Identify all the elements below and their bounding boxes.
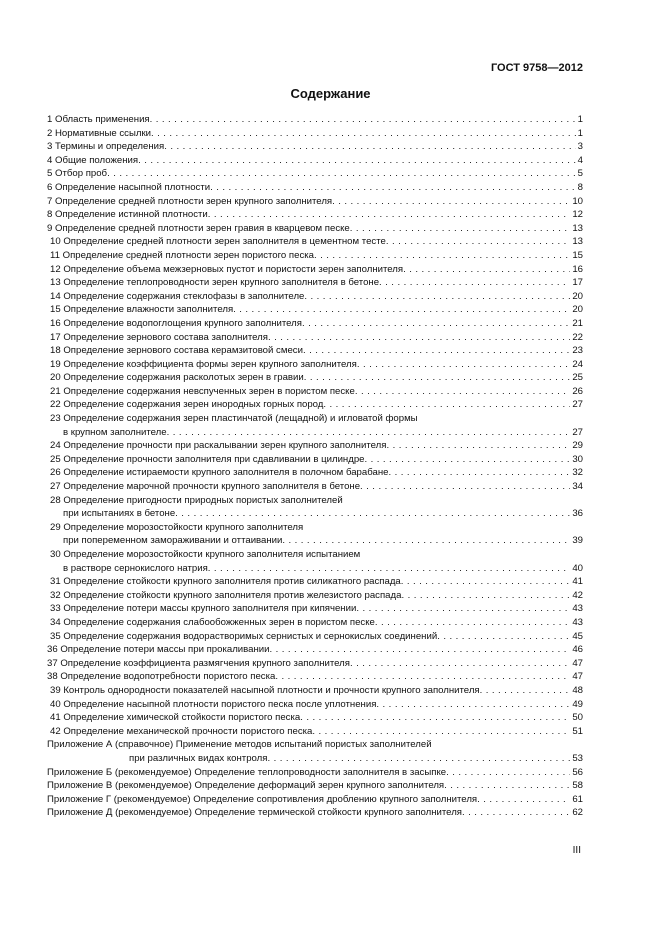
toc-entry-title: 18 Определение зернового состава керамзитовой смеси: [50, 345, 303, 357]
toc-entry: [47, 181, 583, 195]
toc-entry-page: 29: [572, 440, 583, 452]
toc-entry-title: 2 Нормативные ссылки: [47, 127, 152, 139]
toc-entry-title: 26 Определение истираемости крупного заполнителя в полочном барабане: [50, 467, 389, 479]
toc-entry-title: Приложение В (рекомендуемое) Определение деформаций зерен крупного заполнителя: [47, 780, 445, 792]
toc-leader-dots: [270, 643, 571, 657]
toc-entry: [47, 806, 583, 820]
toc-entry-title: 19 Определение коэффициента формы зерен крупного заполнителя: [50, 358, 357, 370]
toc-entry-title: Приложение Д (рекомендуемое) Определение термической стойкости крупного заполнителя: [47, 807, 462, 819]
toc-entry: [47, 331, 583, 345]
toc-leader-dots: [210, 181, 576, 195]
toc-leader-dots: [302, 317, 570, 331]
toc-leader-dots: [208, 562, 571, 576]
toc-entry-page: 8: [577, 181, 583, 193]
toc-entry: [47, 303, 583, 317]
toc-entry-title: 36 Определение потери массы при прокаливании: [47, 644, 270, 656]
toc-leader-dots: [401, 589, 570, 603]
toc-leader-dots: [477, 793, 570, 807]
toc-entry-page: 36: [572, 508, 583, 520]
toc-entry-page: 46: [572, 644, 583, 656]
toc-leader-dots: [386, 235, 571, 249]
toc-entry-title: Приложение Б (рекомендуемое) Определение теплопроводности заполнителя в засыпке: [47, 766, 447, 778]
toc-entry: [47, 589, 583, 603]
toc-entry-page: 22: [572, 331, 583, 343]
toc-leader-dots: [275, 670, 570, 684]
toc-entry-title: 34 Определение содержания слабообожженных зерен в пористом песке: [50, 616, 375, 628]
toc-entry-page: 13: [572, 222, 583, 234]
toc-entry-page: 12: [572, 209, 583, 221]
toc-entry-page: 32: [572, 467, 583, 479]
toc-entry-title: 39 Контроль однородности показателей насыпной плотности и прочности крупного заполнителя: [50, 684, 480, 696]
toc-leader-dots: [401, 575, 571, 589]
toc-entry: [47, 698, 583, 712]
toc-entry-title: 32 Определение стойкости крупного заполнителя против железистого распада: [50, 589, 402, 601]
toc-entry-page: 4: [577, 154, 583, 166]
toc-entry-title: 40 Определение насыпной плотности пористого песка после уплотнения: [50, 698, 377, 710]
toc-entry: [47, 657, 583, 671]
toc-entry-title: 1 Область применения: [47, 114, 150, 125]
toc-leader-dots: [304, 371, 571, 385]
toc-entry: [47, 670, 583, 684]
page-title: Содержание: [290, 86, 371, 101]
toc-entry-title: 42 Определение механической прочности пористого песка: [50, 725, 313, 737]
toc-leader-dots: [282, 534, 570, 548]
toc-entry-title: 35 Определение содержания водорастворимых сернистых и сернокислых соединений: [50, 630, 438, 642]
toc-entry: [47, 195, 583, 209]
toc-entry-page: 42: [572, 589, 583, 601]
toc-entry-page: 40: [572, 562, 583, 574]
toc-entry: [47, 371, 583, 385]
toc-entry: [47, 779, 583, 793]
toc-entry: [47, 412, 583, 426]
toc-entry-page: 1: [577, 127, 583, 139]
toc-leader-dots: [446, 766, 570, 780]
toc-entry: [47, 548, 583, 562]
table-of-contents: [47, 113, 583, 820]
toc-entry-page: 56: [572, 766, 583, 778]
toc-leader-dots: [350, 657, 570, 671]
toc-entry: [47, 711, 583, 725]
toc-entry-page: 43: [572, 616, 583, 628]
toc-leader-dots: [437, 630, 570, 644]
toc-entry: [47, 249, 583, 263]
toc-leader-dots: [175, 507, 570, 521]
toc-entry: [47, 127, 583, 141]
toc-entry-page: 53: [572, 752, 583, 764]
toc-entry-title: 17 Определение зернового состава заполнителя: [50, 331, 268, 343]
toc-entry-title: 13 Определение теплопроводности зерен крупного заполнителя в бетоне: [50, 277, 380, 289]
toc-entry: [47, 398, 583, 412]
toc-entry-title: 10 Определение средней плотности зерен заполнителя в цементном тесте: [50, 236, 386, 248]
toc-leader-dots: [314, 249, 570, 263]
toc-entry: [47, 426, 583, 440]
toc-entry-title: Приложение А (справочное) Применение методов испытаний пористых заполнителей: [47, 739, 432, 751]
toc-entry-page: 25: [572, 372, 583, 384]
toc-leader-dots: [365, 453, 571, 467]
toc-entry-page: 17: [572, 277, 583, 289]
toc-entry: [47, 480, 583, 494]
toc-entry-page: 10: [572, 195, 583, 207]
toc-entry: [47, 521, 583, 535]
toc-entry: [47, 453, 583, 467]
toc-entry: [47, 317, 583, 331]
toc-entry-page: 3: [577, 141, 583, 153]
toc-entry: [47, 793, 583, 807]
toc-leader-dots: [355, 385, 571, 399]
toc-entry-title: при различных видах контроля: [129, 752, 268, 764]
toc-entry: [47, 439, 583, 453]
toc-entry: [47, 738, 583, 752]
toc-entry-title: 28 Определение пригодности природных пористых заполнителей: [50, 494, 343, 506]
toc-entry-page: 24: [572, 358, 583, 370]
toc-leader-dots: [167, 426, 571, 440]
toc-entry: [47, 235, 583, 249]
toc-entry: [47, 344, 583, 358]
page-number: III: [572, 845, 581, 856]
toc-entry-title: 30 Определение морозостойкости крупного заполнителя испытанием: [50, 549, 361, 560]
toc-leader-dots: [480, 684, 571, 698]
toc-entry-title: 23 Определение содержания зерен пластинчатой (лещадной) и игловатой формы: [50, 413, 418, 425]
toc-entry-title: 37 Определение коэффициента размягчения крупного заполнителя: [47, 657, 350, 669]
toc-entry-title: 8 Определение истинной плотности: [47, 209, 208, 221]
toc-leader-dots: [379, 276, 570, 290]
toc-entry-page: 23: [572, 345, 583, 357]
toc-entry-page: 43: [572, 603, 583, 615]
toc-entry-page: 21: [572, 317, 583, 329]
toc-leader-dots: [208, 208, 571, 222]
toc-entry: [47, 358, 583, 372]
toc-entry: [47, 494, 583, 508]
toc-entry-title: в крупном заполнителе: [63, 426, 167, 438]
toc-entry-page: 20: [572, 304, 583, 316]
toc-entry-page: 47: [572, 657, 583, 669]
toc-entry-page: 50: [572, 712, 583, 724]
toc-entry-title: 7 Определение средней плотности зерен крупного заполнителя: [47, 195, 333, 207]
toc-entry-page: 16: [572, 263, 583, 275]
toc-entry-title: 27 Определение марочной прочности крупного заполнителя в бетоне: [50, 481, 361, 493]
toc-entry-page: 39: [572, 535, 583, 547]
toc-entry-title: 41 Определение химической стойкости пористого песка: [50, 712, 301, 724]
toc-leader-dots: [360, 480, 570, 494]
toc-leader-dots: [151, 127, 576, 141]
toc-leader-dots: [462, 806, 570, 820]
toc-entry: [47, 263, 583, 277]
toc-leader-dots: [303, 344, 570, 358]
toc-entry-page: 62: [572, 807, 583, 819]
toc-entry-title: 29 Определение морозостойкости крупного заполнителя: [50, 521, 304, 533]
toc-leader-dots: [332, 195, 570, 209]
toc-entry-title: 25 Определение прочности заполнителя при сдавливании в цилиндре: [50, 453, 365, 465]
toc-leader-dots: [356, 602, 570, 616]
toc-entry-title: 22 Определение содержания зерен инородных горных пород: [50, 399, 324, 411]
toc-entry: [47, 562, 583, 576]
toc-entry-title: 31 Определение стойкости крупного заполнителя против силикатного распада: [50, 576, 401, 588]
toc-entry: [47, 534, 583, 548]
toc-entry-page: 47: [572, 671, 583, 683]
toc-entry: [47, 752, 583, 766]
toc-entry: [47, 140, 583, 154]
toc-entry-page: 20: [572, 290, 583, 302]
toc-leader-dots: [138, 154, 576, 168]
toc-entry: [47, 167, 583, 181]
toc-entry: [47, 154, 583, 168]
toc-entry-title: 9 Определение средней плотности зерен гравия в кварцевом песке: [47, 222, 350, 234]
toc-entry-title: 5 Отбор проб: [47, 168, 108, 180]
toc-leader-dots: [233, 303, 570, 317]
toc-leader-dots: [323, 398, 570, 412]
toc-leader-dots: [375, 616, 570, 630]
toc-leader-dots: [386, 439, 570, 453]
toc-leader-dots: [150, 113, 576, 127]
toc-entry-title: 16 Определение водопоглощения крупного заполнителя: [50, 317, 302, 329]
toc-leader-dots: [300, 711, 570, 725]
toc-entry: [47, 208, 583, 222]
toc-entry-title: при испытаниях в бетоне: [63, 508, 176, 520]
toc-entry-title: 3 Термины и определения: [47, 141, 165, 153]
toc-leader-dots: [267, 752, 570, 766]
toc-entry: [47, 602, 583, 616]
toc-entry: [47, 385, 583, 399]
toc-entry-page: 5: [577, 168, 583, 180]
toc-entry-page: 51: [572, 725, 583, 737]
toc-entry-page: 49: [572, 698, 583, 710]
toc-entry-title: Приложение Г (рекомендуемое) Определение сопротивления дроблению крупного заполнителя: [47, 793, 478, 805]
toc-entry-page: 26: [572, 385, 583, 397]
toc-entry: [47, 725, 583, 739]
toc-entry-page: 61: [572, 793, 583, 805]
toc-entry-title: 15 Определение влажности заполнителя: [50, 304, 234, 316]
toc-leader-dots: [164, 140, 575, 154]
toc-leader-dots: [357, 358, 570, 372]
toc-entry: [47, 466, 583, 480]
toc-entry-page: 34: [572, 481, 583, 493]
toc-entry: [47, 766, 583, 780]
toc-entry: [47, 684, 583, 698]
toc-leader-dots: [350, 222, 571, 236]
toc-entry: [47, 276, 583, 290]
toc-entry: [47, 290, 583, 304]
toc-entry: [47, 507, 583, 521]
toc-entry-page: 58: [572, 780, 583, 792]
toc-entry: [47, 630, 583, 644]
toc-leader-dots: [376, 698, 570, 712]
toc-entry-title: 24 Определение прочности при раскалывании зерен крупного заполнителя: [50, 440, 387, 452]
toc-entry-page: 15: [572, 249, 583, 261]
toc-leader-dots: [268, 331, 570, 345]
toc-entry-title: 14 Определение содержания стеклофазы в заполнителе: [50, 290, 305, 302]
toc-leader-dots: [388, 466, 570, 480]
toc-entry-page: 48: [572, 684, 583, 696]
toc-leader-dots: [312, 725, 570, 739]
toc-entry-title: 4 Общие положения: [47, 154, 139, 166]
toc-entry-title: 20 Определение содержания расколотых зерен в гравии: [50, 372, 304, 384]
toc-entry-title: 6 Определение насыпной плотности: [47, 181, 211, 193]
toc-entry-page: 13: [572, 236, 583, 248]
toc-leader-dots: [107, 167, 576, 181]
toc-entry-title: 12 Определение объема межзерновых пустот и пористости зерен заполнителя: [50, 263, 404, 275]
toc-entry-page: 30: [572, 453, 583, 465]
toc-leader-dots: [444, 779, 570, 793]
toc-entry-title: в растворе сернокислого натрия: [63, 562, 208, 574]
toc-entry: [47, 222, 583, 236]
toc-leader-dots: [403, 263, 570, 277]
toc-entry-title: 11 Определение средней плотности зерен пористого песка: [50, 249, 314, 261]
toc-entry-page: 1: [577, 114, 583, 125]
toc-entry: [47, 643, 583, 657]
toc-entry-title: 33 Определение потери массы крупного заполнителя при кипячении: [50, 603, 357, 615]
toc-entry-title: 38 Определение водопотребности пористого песка: [47, 671, 276, 683]
toc-entry: [47, 575, 583, 589]
standard-code: ГОСТ 9758—2012: [490, 62, 583, 74]
toc-entry: [47, 113, 583, 127]
toc-entry-page: 27: [572, 426, 583, 438]
toc-entry-title: при попеременном замораживании и оттаивании: [63, 535, 283, 547]
toc-entry: [47, 616, 583, 630]
toc-entry-title: 21 Определение содержания невспученных зерен в пористом песке: [50, 385, 355, 397]
toc-entry-page: 27: [572, 399, 583, 411]
toc-leader-dots: [304, 290, 570, 304]
toc-entry-page: 41: [572, 576, 583, 588]
toc-entry-page: 45: [572, 630, 583, 642]
